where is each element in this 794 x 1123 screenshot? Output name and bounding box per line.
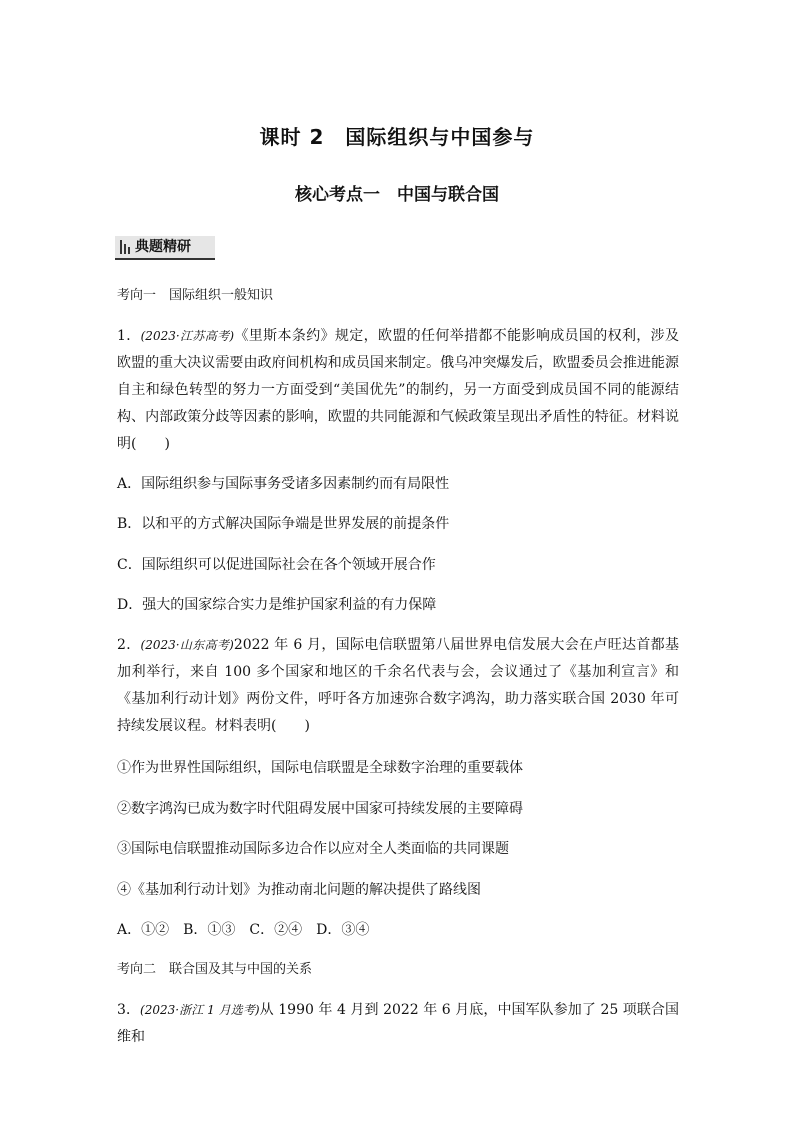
question-3-text: 从 1990 年 4 月到 2022 年 6 月底，中国军队参加了 25 项联合国维和 (117, 1002, 679, 1045)
question-2-item-2: ②数字鸿沟已成为数字时代阻碍发展中国家可持续发展的主要障碍 (117, 801, 523, 817)
question-1-option-a: A．国际组织参与国际事务受诸多因素制约而有局限性 (117, 476, 450, 492)
question-2-stem (117, 632, 679, 740)
question-3-source: (2023·浙江 1 月选考) (140, 1003, 260, 1017)
question-3 (117, 997, 679, 1051)
question-2-item-1: ①作为世界性国际组织，国际电信联盟是全球数字治理的重要载体 (117, 760, 523, 776)
bar-chart-icon (120, 240, 130, 254)
section-tag (115, 236, 215, 260)
question-3-stem (117, 997, 679, 1051)
question-3-number: 3． (117, 1002, 141, 1018)
lesson-title: 课时 2 国际组织与中国参与 (259, 125, 535, 149)
question-2-item-3: ③国际电信联盟推动国际多边合作以应对全人类面临的共同课题 (117, 841, 509, 857)
question-2 (117, 632, 679, 740)
question-2-choices: A．①② B．①③ C．②④ D．③④ (117, 922, 370, 938)
question-1-source: (2023·江苏高考) (140, 329, 235, 343)
question-1-stem (117, 323, 679, 458)
direction-heading-1: 考向一 国际组织一般知识 (117, 288, 274, 303)
question-1-option-b: B．以和平的方式解决国际争端是世界发展的前提条件 (117, 516, 450, 532)
question-1 (117, 323, 679, 458)
question-1-option-d: D．强大的国家综合实力是维护国家利益的有力保障 (117, 597, 437, 613)
question-2-item-4: ④《基加利行动计划》为推动南北问题的解决提供了路线图 (117, 882, 481, 898)
question-2-text: 2022 年 6 月，国际电信联盟第八届世界电信发展大会在卢旺达首都基加利举行，来自 100 多个国家和地区的千余名代表与会，会议通过了《基加利宣言》和《基加利行动计划》两份文件，呼吁各方加速弥合数字鸿沟，助力落实联合国 2030 年可持续发展议程。材料表明( ) (117, 637, 679, 734)
core-topic-title: 核心考点一 中国与联合国 (295, 185, 499, 205)
question-1-number: 1． (117, 328, 141, 344)
question-1-text: 《里斯本条约》规定，欧盟的任何举措都不能影响成员国的权利，涉及欧盟的重大决议需要由政府间机构和成员国来制定。俄乌冲突爆发后，欧盟委员会推进能源自主和绿色转型的努力一方面受到“美国优先”的制约，另一方面受到成员国不同的能源结构、内部政策分歧等因素的影响，欧盟的共同能源和气候政策呈现出矛盾性的特征。材料说明( ) (117, 328, 680, 452)
section-tag-label: 典题精研 (135, 238, 191, 255)
direction-heading-2: 考向二 联合国及其与中国的关系 (117, 962, 313, 977)
question-2-source: (2023·山东高考) (140, 638, 234, 652)
question-2-number: 2． (117, 637, 141, 653)
question-1-option-c: C．国际组织可以促进国际社会在各个领域开展合作 (117, 557, 436, 573)
